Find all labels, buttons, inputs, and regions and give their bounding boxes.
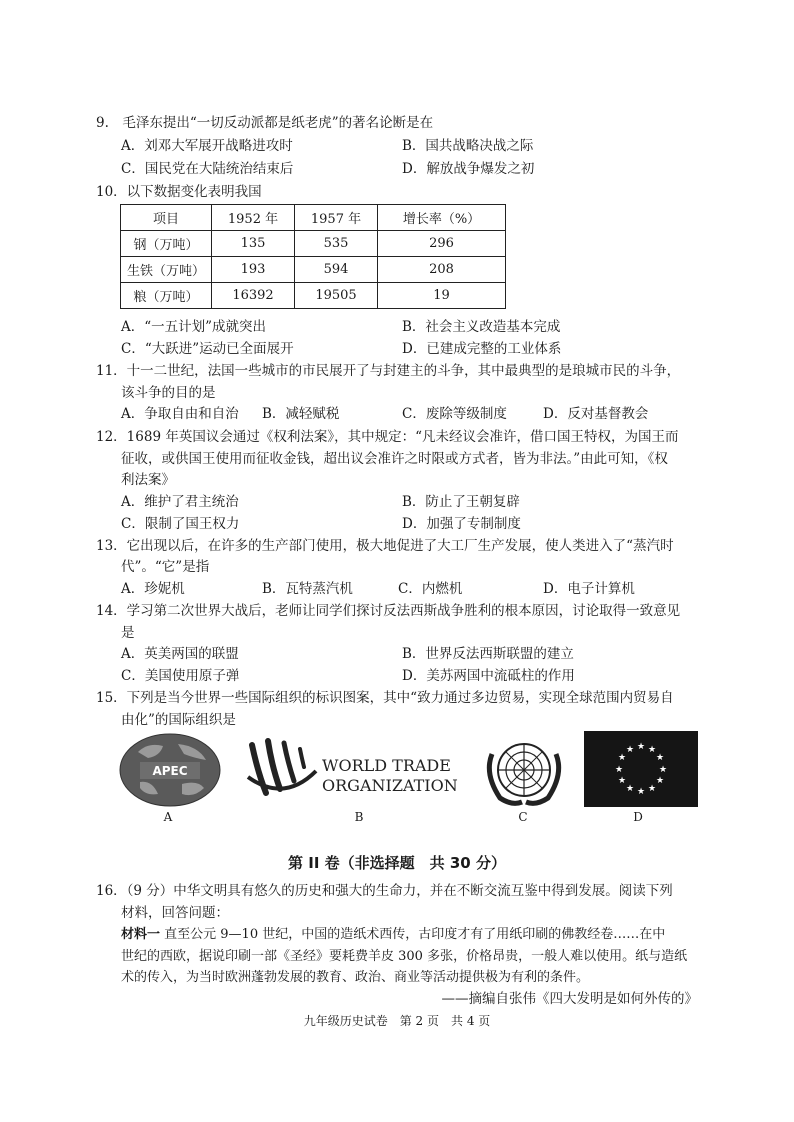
q10-option-c[interactable]: C．“大跃进”运动已全面展开 — [121, 341, 294, 357]
q10-option-d[interactable]: D．已建成完整的工业体系 — [402, 341, 562, 357]
wto-name-line2: ORGANIZATION — [322, 776, 458, 795]
q10-data-table — [120, 204, 506, 309]
q13-option-d[interactable]: D．电子计算机 — [543, 581, 635, 597]
q12-option-b[interactable]: B．防止了王朝复辟 — [402, 494, 520, 510]
q12-option-d[interactable]: D．加强了专制制度 — [402, 516, 521, 532]
table-header-row — [121, 205, 506, 231]
q11-option-d[interactable]: D．反对基督教会 — [543, 406, 649, 422]
logo-label-a: A — [163, 810, 173, 824]
material-one-text: 直至公元 9—10 世纪，中国的造纸术西传，古印度才有了用纸印刷的佛教经卷……在中 — [160, 927, 666, 942]
svg-text:★: ★ — [625, 784, 635, 794]
svg-text:★: ★ — [647, 745, 657, 755]
q13-option-c[interactable]: C．内燃机 — [398, 581, 463, 597]
q16-stem-line2: 材料，回答问题： — [121, 905, 229, 921]
q12-stem-line3: 利法案》 — [121, 472, 175, 488]
material-one-line2: 世纪的西欧，据说印刷一部《圣经》要耗费羊皮 300 多张，价格昂贵，一般人难以使用。纸与造纸 — [121, 949, 688, 964]
table-row — [121, 257, 506, 283]
q13-option-a[interactable]: A．珍妮机 — [121, 581, 185, 597]
table-cell: 535 — [295, 231, 378, 257]
wto-mark-icon — [244, 733, 466, 807]
table-cell: 296 — [378, 231, 506, 257]
svg-text:★: ★ — [647, 784, 657, 794]
material-one-line1 — [121, 926, 665, 944]
q9-option-c[interactable]: C．国民党在大陆统治结束后 — [121, 161, 294, 177]
apec-logo[interactable] — [118, 732, 222, 812]
q14-option-c[interactable]: C．美国使用原子弹 — [121, 668, 240, 684]
q14-option-a[interactable]: A．英美两国的联盟 — [121, 646, 239, 662]
table-cell: 粮（万吨） — [121, 283, 212, 309]
table-cell: 生铁（万吨） — [121, 257, 212, 283]
q9-option-a[interactable]: A．刘邓大军展开战略进攻时 — [121, 138, 293, 154]
table-row — [121, 283, 506, 309]
q11-option-c[interactable]: C．废除等级制度 — [402, 406, 507, 422]
wto-logo[interactable] — [244, 733, 466, 811]
q9-option-d[interactable]: D．解放战争爆发之初 — [402, 161, 535, 177]
q10-option-b[interactable]: B．社会主义改造基本完成 — [402, 319, 561, 335]
q9-option-b[interactable]: B．国共战略决战之际 — [402, 138, 534, 154]
table-cell: 193 — [212, 257, 295, 283]
un-emblem[interactable] — [482, 734, 566, 812]
q11-stem-line1: 11．十一二世纪，法国一些城市的市民展开了与封建主的斗争，其中最典型的是琅城市民的斗争， — [96, 363, 681, 379]
svg-text:★: ★ — [655, 753, 665, 763]
logo-label-c: C — [518, 810, 528, 824]
q14-stem-line1: 14．学习第二次世界大战后，老师让同学们探讨反法西斯战争胜利的根本原因，讨论取得一致意见 — [96, 603, 681, 619]
logo-label-b: B — [354, 810, 364, 824]
svg-text:★: ★ — [625, 745, 635, 755]
globe-icon — [118, 732, 222, 808]
table-header-cell: 1952 年 — [212, 205, 295, 231]
q10-stem: 10．以下数据变化表明我国 — [96, 184, 262, 200]
q12-stem-line1: 12．1689 年英国议会通过《权利法案》，其中规定：“凡未经议会准许，借口国王特权，为国王而 — [96, 429, 679, 445]
q16-stem-line1: 16．（9 分）中华文明具有悠久的历史和强大的生命力，并在不断交流互鉴中得到发展。阅读下列 — [96, 883, 673, 899]
svg-text:★: ★ — [617, 753, 627, 763]
table-cell: 594 — [295, 257, 378, 283]
svg-text:★: ★ — [655, 776, 665, 786]
q15-stem-line1: 15．下列是当今世界一些国际组织的标识图案，其中“致力通过多边贸易，实现全球范围内贸易自 — [96, 690, 674, 706]
table-cell: 19505 — [295, 283, 378, 309]
table-header-cell: 增长率（%） — [378, 205, 506, 231]
q15-stem-line2: 由化”的国际组织是 — [121, 712, 236, 728]
material-source: ——摘编自张伟《四大发明是如何外传的》 — [441, 991, 698, 1007]
table-cell: 钢（万吨） — [121, 231, 212, 257]
eu-flag[interactable] — [584, 731, 698, 811]
material-one-line3: 术的传入，为当时欧洲蓬勃发展的教育、政治、商业等活动提供极为有利的条件。 — [121, 970, 590, 985]
q12-option-c[interactable]: C．限制了国王权力 — [121, 516, 240, 532]
logo-label-d: D — [633, 810, 643, 824]
q12-option-a[interactable]: A．维护了君主统治 — [121, 494, 239, 510]
q9-stem: 9. 毛泽东提出“一切反动派都是纸老虎”的著名论断是在 — [96, 115, 434, 131]
wto-name-line1: WORLD TRADE — [322, 756, 451, 775]
section-title: 第 II 卷（非选择题 共 30 分） — [288, 854, 506, 872]
q14-stem-line2: 是 — [121, 625, 135, 641]
q12-stem-line2: 征收，或供国王使用而征收金钱，超出议会准许之时限或方式者，皆为非法。”由此可知，《权 — [121, 451, 668, 467]
q14-option-b[interactable]: B．世界反法西斯联盟的建立 — [402, 646, 574, 662]
table-header-cell: 项目 — [121, 205, 212, 231]
table-cell: 16392 — [212, 283, 295, 309]
table-cell: 135 — [212, 231, 295, 257]
svg-text:★: ★ — [617, 776, 627, 786]
table-row — [121, 231, 506, 257]
q13-option-b[interactable]: B．瓦特蒸汽机 — [262, 581, 353, 597]
q13-stem-line2: 代”。“它”是指 — [121, 559, 210, 575]
q11-stem-line2: 该斗争的目的是 — [121, 385, 216, 401]
q11-option-b[interactable]: B．减轻赋税 — [262, 406, 340, 422]
table-cell: 208 — [378, 257, 506, 283]
page-footer: 九年级历史试卷 第 2 页 共 4 页 — [303, 1014, 491, 1028]
q13-stem-line1: 13．它出现以后，在许多的生产部门使用，极大地促进了大工厂生产发展，使人类进入了“蒸汽时 — [96, 538, 674, 554]
apec-logo-text: APEC — [152, 764, 188, 778]
svg-text:★: ★ — [658, 765, 668, 775]
table-cell: 19 — [378, 283, 506, 309]
q10-option-a[interactable]: A．“一五计划”成就突出 — [121, 319, 267, 335]
eu-stars-icon — [584, 731, 698, 807]
svg-text:★: ★ — [636, 787, 646, 797]
material-one-label: 材料一 — [121, 927, 161, 942]
q11-option-a[interactable]: A．争取自由和自治 — [121, 406, 239, 422]
svg-text:★: ★ — [614, 765, 624, 775]
un-wreath-icon — [482, 734, 566, 808]
svg-text:★: ★ — [636, 742, 646, 752]
q14-option-d[interactable]: D．美苏两国中流砥柱的作用 — [402, 668, 575, 684]
table-header-cell: 1957 年 — [295, 205, 378, 231]
